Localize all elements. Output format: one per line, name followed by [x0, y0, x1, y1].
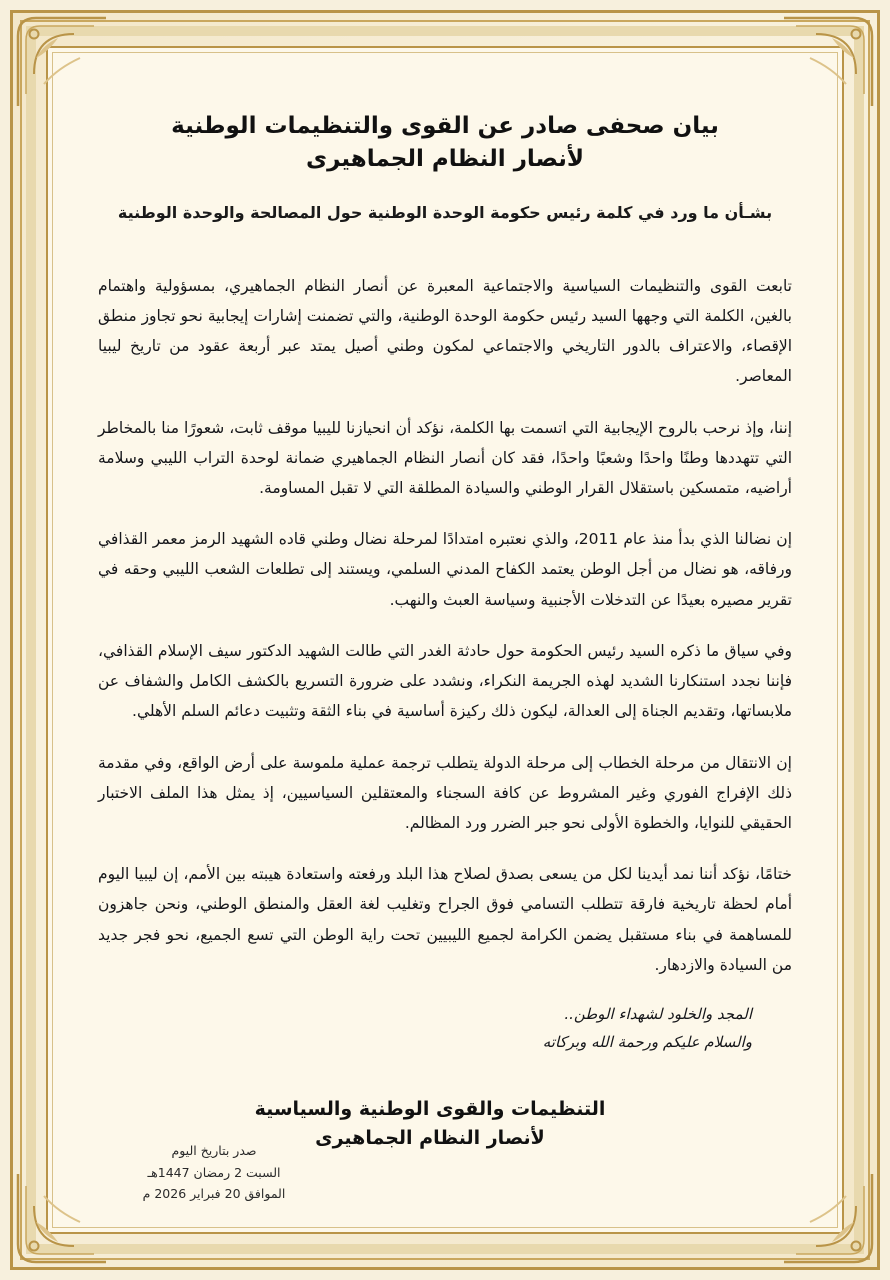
- page-subtitle: [98, 201, 792, 225]
- subtitle-line-1: بشـأن ما ورد في كلمة رئيس حكومة الوحدة الوطنية حول المصالحة والوحدة الوطنية: [117, 202, 773, 222]
- closing-line-1: المجد والخلود لشهداء الوطن..: [564, 1005, 752, 1024]
- paragraph-1: تابعت القوى والتنظيمات السياسية والاجتماعية المعبرة عن أنصار النظام الجماهيري، بمسؤولية واهتمام بالغين، الكلمة التي وجهها السيد رئيس حكومة الوحدة الوطنية، والتي تضمنت إشارات إيجابية نحو تجاوز منطق الإقصاء، والاعتراف بالدور التاريخي والاجتماعي لمكون وطني أصيل يمتد عبر أربعة عقود من تاريخ ليبيا المعاصر.: [98, 276, 792, 386]
- paragraph-5: إن الانتقال من مرحلة الخطاب إلى مرحلة الدولة يتطلب ترجمة عملية ملموسة على أرض الواقع، وفي مقدمة ذلك الإفراج الفوري وغير المشروط عن كافة السجناء والمعتقلين السياسيين، إذ يمثل هذا الملف الاختبار الحقيقي للنوايا، والخطوة الأولى نحو جبر الضرر ورد المظالم.: [98, 753, 792, 832]
- statement-body: [80, 271, 810, 980]
- issue-date-block: [114, 1140, 314, 1204]
- signature-line-2: لأنصار النظام الجماهيرى: [315, 1127, 545, 1149]
- date-line-2: السبت 2 رمضان 1447هـ: [147, 1164, 281, 1180]
- page-title: [80, 110, 810, 177]
- closing-salutation: [80, 1001, 810, 1057]
- title-line-1: بيان صحفى صادر عن القوى والتنظيمات الوطنية: [171, 113, 719, 139]
- paragraph-2: إننا، وإذ نرحب بالروح الإيجابية التي اتسمت بها الكلمة، نؤكد أن انحيازنا لليبيا موقف ثابت، شعورًا منا بالمخاطر التي تتهددها وطنًا واحدًا وشعبًا واحدًا، فقد كان أنصار النظام الجماهيري ضمانة لوحدة التراب الليبي وسلامة أراضيه، متمسكين باستقلال القرار الوطني والسيادة المطلقة التي لا تقبل المساومة.: [98, 418, 792, 497]
- paragraph-3: إن نضالنا الذي بدأ منذ عام 2011، والذي نعتبره امتدادًا لمرحلة نضال وطني قاده الشهيد الرمز معمر القذافي ورفاقه، هو نضال من أجل الوطن يعتمد الكفاح المدني السلمي، ويستند إلى تطلعات الشعب الليبي وحقه في تقرير مصيره بعيدًا عن التدخلات الأجنبية وسياسة العبث والنهب.: [98, 530, 792, 609]
- statement-content: [80, 110, 810, 1210]
- date-line-3: الموافق 20 فبراير 2026 م: [142, 1185, 286, 1201]
- signature-line-1: التنظيمات والقوى الوطنية والسياسية: [254, 1097, 606, 1120]
- paragraph-6: ختامًا، نؤكد أننا نمد أيدينا لكل من يسعى بصدق لصلاح هذا البلد ورفعته واستعادة هيبته بين الأمم، إن ليبيا اليوم أمام لحظة تاريخية فارقة تتطلب التسامي فوق الجراح وتغليب لغة العقل والمنطق الوطني، ونحن جاهزون للمساهمة في بناء مستقبل يضمن الكرامة لجميع الليبيين تحت راية الوطن التي تسع الجميع، نحو فجر جديد من السيادة والازدهار.: [98, 865, 792, 974]
- paragraph-4: وفي سياق ما ذكره السيد رئيس الحكومة حول حادثة الغدر التي طالت الشهيد الدكتور سيف الإسلام القذافي، فإننا نجدد استنكارنا الشديد لهذه الجريمة النكراء، ونشدد على ضرورة التسريع بالكشف الكامل والشفاف عن ملابساتها، وتقديم الجناة إلى العدالة، ليكون ذلك ركيزة أساسية في بناء الثقة وتثبيت دعائم السلم الأهلي.: [98, 641, 792, 721]
- closing-line-2: والسلام عليكم ورحمة الله وبركاته: [542, 1032, 752, 1051]
- date-line-1: صدر بتاريخ اليوم: [171, 1143, 257, 1159]
- title-line-2: لأنصار النظام الجماهيرى: [306, 146, 584, 173]
